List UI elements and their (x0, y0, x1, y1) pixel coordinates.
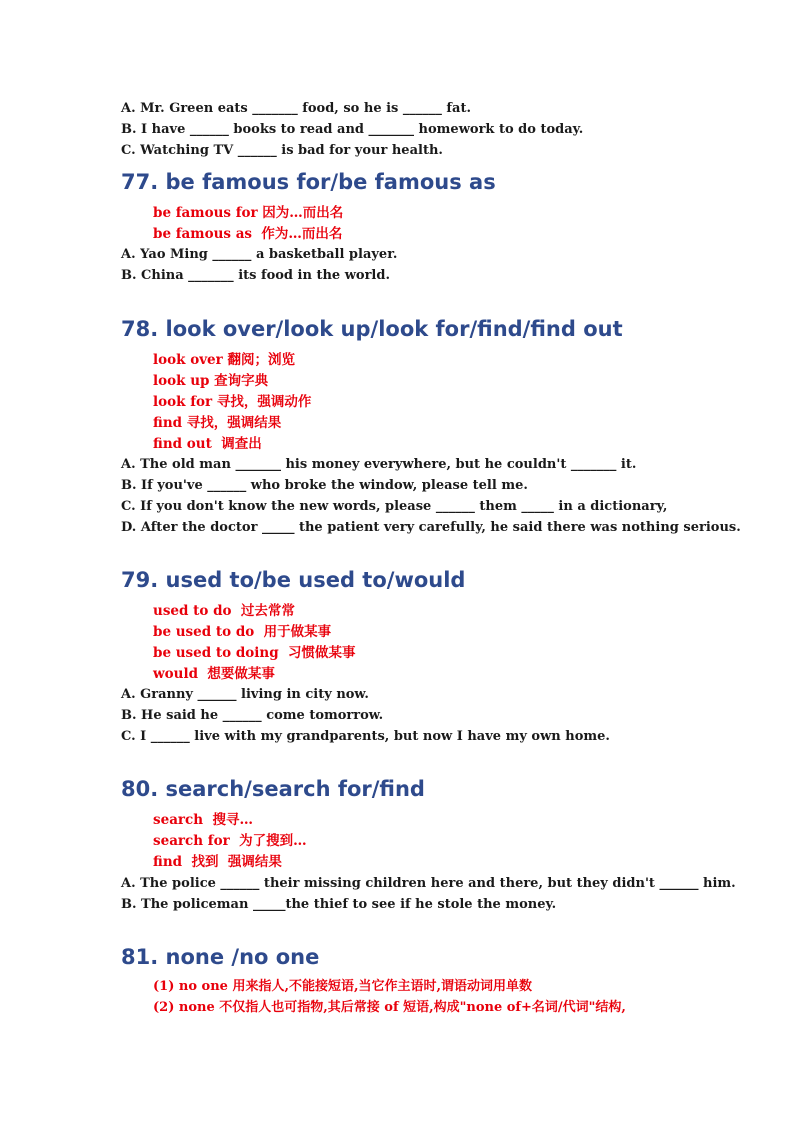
exercise-line: B. If you've ______ who broke the window, please tell me. (121, 478, 528, 493)
note-line: (2) none 不仅指人也可指物,其后常接 of 短语,构成"none of+名词/代词"结构, (153, 1000, 626, 1015)
definition-line: used to do 过去常常 (153, 603, 295, 619)
definition-line: be used to do 用于做某事 (153, 624, 332, 640)
section-heading-79: 79. used to/be used to/would (121, 568, 466, 592)
definition-line: look over 翻阅；浏览 (153, 352, 295, 368)
definition-line: look up 查询字典 (153, 373, 269, 389)
exercise-line: C. Watching TV ______ is bad for your health. (121, 143, 443, 158)
section-heading-77: 77. be famous for/be famous as (121, 170, 496, 194)
exercise-line: A. Mr. Green eats _______ food, so he is ______ fat. (121, 101, 471, 116)
exercise-line: B. I have ______ books to read and _______ homework to do today. (121, 122, 584, 137)
definition-line: look for 寻找，强调动作 (153, 394, 312, 410)
exercise-line: C. I ______ live with my grandparents, but now I have my own home. (121, 729, 610, 744)
section-heading-81: 81. none /no one (121, 945, 320, 969)
exercise-line: A. Yao Ming ______ a basketball player. (121, 247, 398, 262)
definition-line: find 找到 强调结果 (153, 854, 282, 870)
definition-line: be famous as 作为…而出名 (153, 226, 343, 242)
definition-line: would 想要做某事 (153, 666, 275, 682)
definition-line: search for 为了搜到… (153, 833, 307, 849)
exercise-line: B. He said he ______ come tomorrow. (121, 708, 384, 723)
exercise-line: B. China _______ its food in the world. (121, 268, 390, 283)
definition-line: be used to doing 习惯做某事 (153, 645, 356, 661)
exercise-line: A. The police ______ their missing children here and there, but they didn't ______ him. (121, 876, 736, 891)
exercise-line: A. The old man _______ his money everywhere, but he couldn't _______ it. (121, 457, 637, 472)
section-heading-78: 78. look over/look up/look for/find/find out (121, 317, 623, 341)
section-heading-80: 80. search/search for/find (121, 777, 425, 801)
definition-line: find 寻找，强调结果 (153, 415, 282, 431)
exercise-line: C. If you don't know the new words, please ______ them _____ in a dictionary, (121, 499, 668, 514)
note-line: (1) no one 用来指人,不能接短语,当它作主语时,谓语动词用单数 (153, 979, 533, 994)
exercise-line: A. Granny ______ living in city now. (121, 687, 369, 702)
exercise-line: B. The policeman _____the thief to see if he stole the money. (121, 897, 557, 912)
definition-line: find out 调查出 (153, 436, 262, 452)
definition-line: search 搜寻… (153, 812, 253, 828)
exercise-line: D. After the doctor _____ the patient very carefully, he said there was nothing serious. (121, 520, 741, 535)
definition-line: be famous for 因为…而出名 (153, 205, 344, 221)
